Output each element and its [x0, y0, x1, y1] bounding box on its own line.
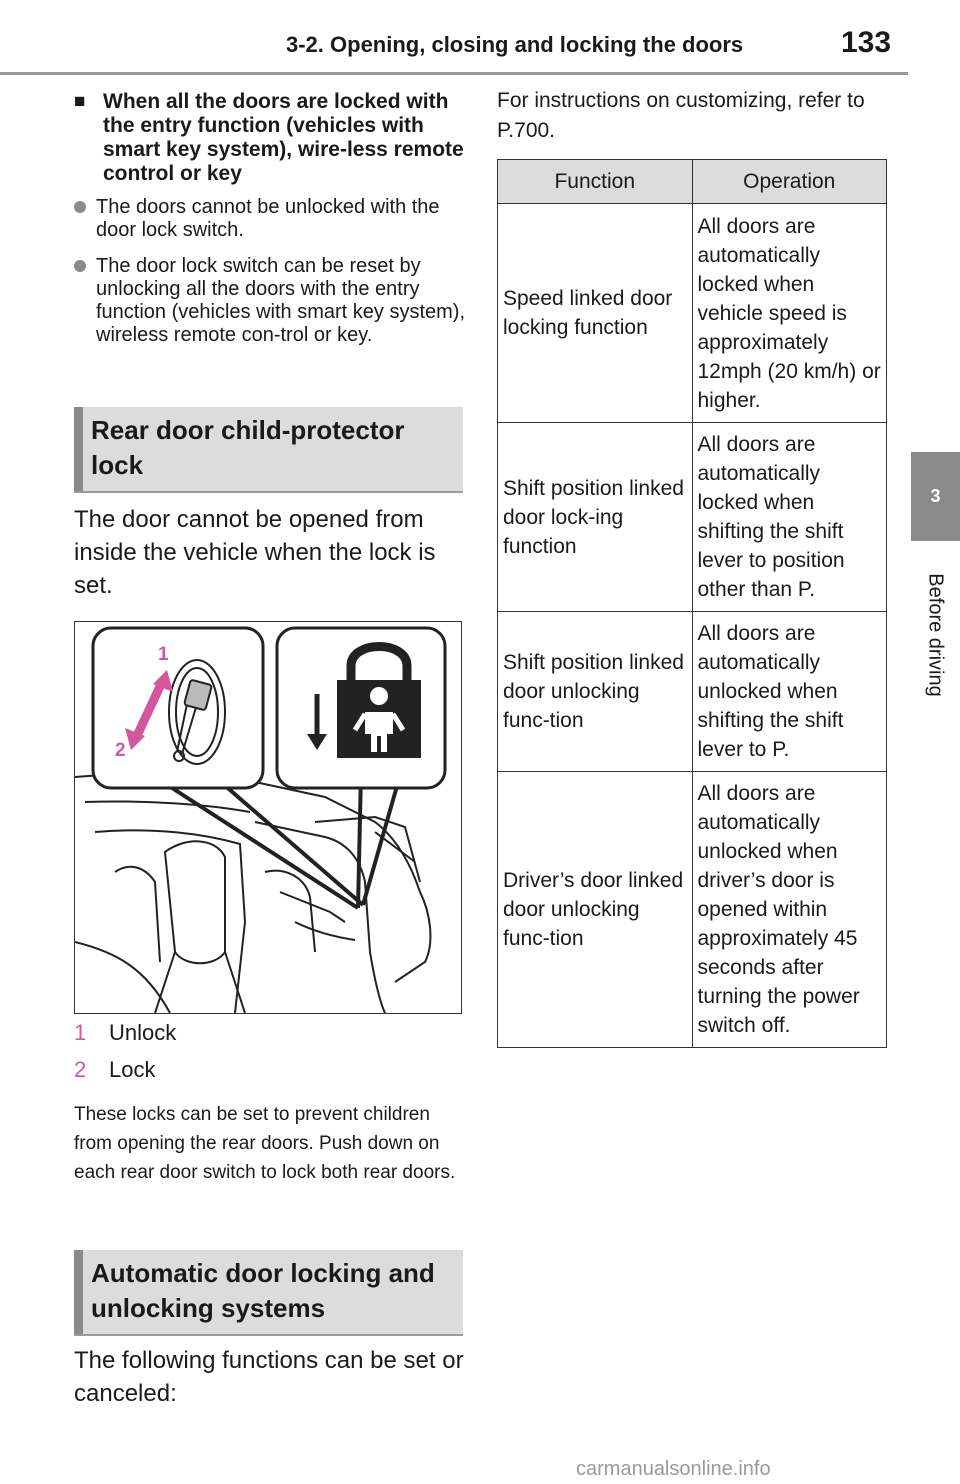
function-table — [497, 159, 887, 1048]
legend-item — [74, 1018, 176, 1048]
bullet-item — [74, 255, 469, 347]
table-row — [498, 612, 887, 772]
legend-item — [74, 1055, 155, 1085]
section-heading-bar — [74, 407, 83, 491]
bullet-item — [74, 196, 469, 242]
watermark: carmanualsonline.info — [576, 1458, 771, 1480]
header-rule — [0, 72, 908, 75]
table-row — [498, 423, 887, 612]
table-cell-operation: All doors are automatically unlocked when shifting the shift lever to P. — [692, 612, 887, 772]
auto-lock-intro: The following functions can be set or canceled: — [74, 1347, 464, 1407]
table-header-operation: Operation — [692, 160, 887, 204]
table-header-function: Function — [498, 160, 693, 204]
bullet-text: The doors cannot be unlocked with the door lock switch. — [96, 196, 440, 241]
square-bullet-icon: ■ — [74, 91, 86, 112]
child-lock-figure — [74, 621, 462, 1014]
child-lock-note: These locks can be set to prevent children from opening the rear doors. Push down on each rear door switch to lock both rear doors. — [74, 1104, 456, 1183]
chapter-number: 3 — [930, 486, 941, 506]
sub-heading-text: When all the doors are locked with the entry function (vehicles with smart key system), wire-less remote control or key — [103, 90, 464, 185]
legend-number: 1 — [74, 1020, 87, 1045]
page-number: 133 — [841, 26, 892, 59]
legend-number: 2 — [74, 1057, 87, 1082]
page-header-title: 3-2. Opening, closing and locking the doors — [286, 32, 744, 57]
child-lock-intro: The door cannot be opened from inside the vehicle when the lock is set. — [74, 506, 436, 599]
chapter-label: Before driving — [924, 573, 947, 697]
table-cell-function: Shift position linked door lock-ing function — [498, 423, 693, 612]
child-lock-illustration — [75, 622, 461, 1013]
table-cell-operation: All doors are automatically unlocked when driver’s door is opened within approximately 45 seconds after turning the power switch off. — [692, 772, 887, 1048]
customize-intro: For instructions on customizing, refer to P.700. — [497, 89, 865, 142]
sub-heading — [74, 90, 469, 186]
table-cell-function: Driver’s door linked door unlocking func-tion — [498, 772, 693, 1048]
legend-label: Lock — [109, 1057, 156, 1082]
figure-label-1: 1 — [158, 644, 169, 665]
bullet-dot-icon — [74, 201, 86, 213]
table-row — [498, 772, 887, 1048]
section-heading-child-lock — [74, 407, 463, 493]
table-cell-operation: All doors are automatically locked when vehicle speed is approximately 12mph (20 km/h) or higher. — [692, 204, 887, 423]
bullet-dot-icon — [74, 260, 86, 272]
table-row — [498, 204, 887, 423]
figure-label-2: 2 — [115, 740, 126, 761]
chapter-tab — [911, 452, 960, 541]
section-heading-bar — [74, 1250, 83, 1334]
bullet-text: The door lock switch can be reset by unlocking all the doors with the entry function (vehicles with smart key system), wireless remote con-trol or key. — [96, 255, 465, 346]
table-cell-operation: All doors are automatically locked when shifting the shift lever to position other than P. — [692, 423, 887, 612]
legend-label: Unlock — [109, 1020, 177, 1045]
table-header-row — [498, 160, 887, 204]
table-cell-function: Speed linked door locking function — [498, 204, 693, 423]
section-heading-text: Rear door child-protector lock — [91, 415, 405, 480]
section-heading-auto-lock — [74, 1250, 463, 1336]
table-cell-function: Shift position linked door unlocking func-tion — [498, 612, 693, 772]
section-heading-text: Automatic door locking and unlocking systems — [91, 1258, 435, 1323]
